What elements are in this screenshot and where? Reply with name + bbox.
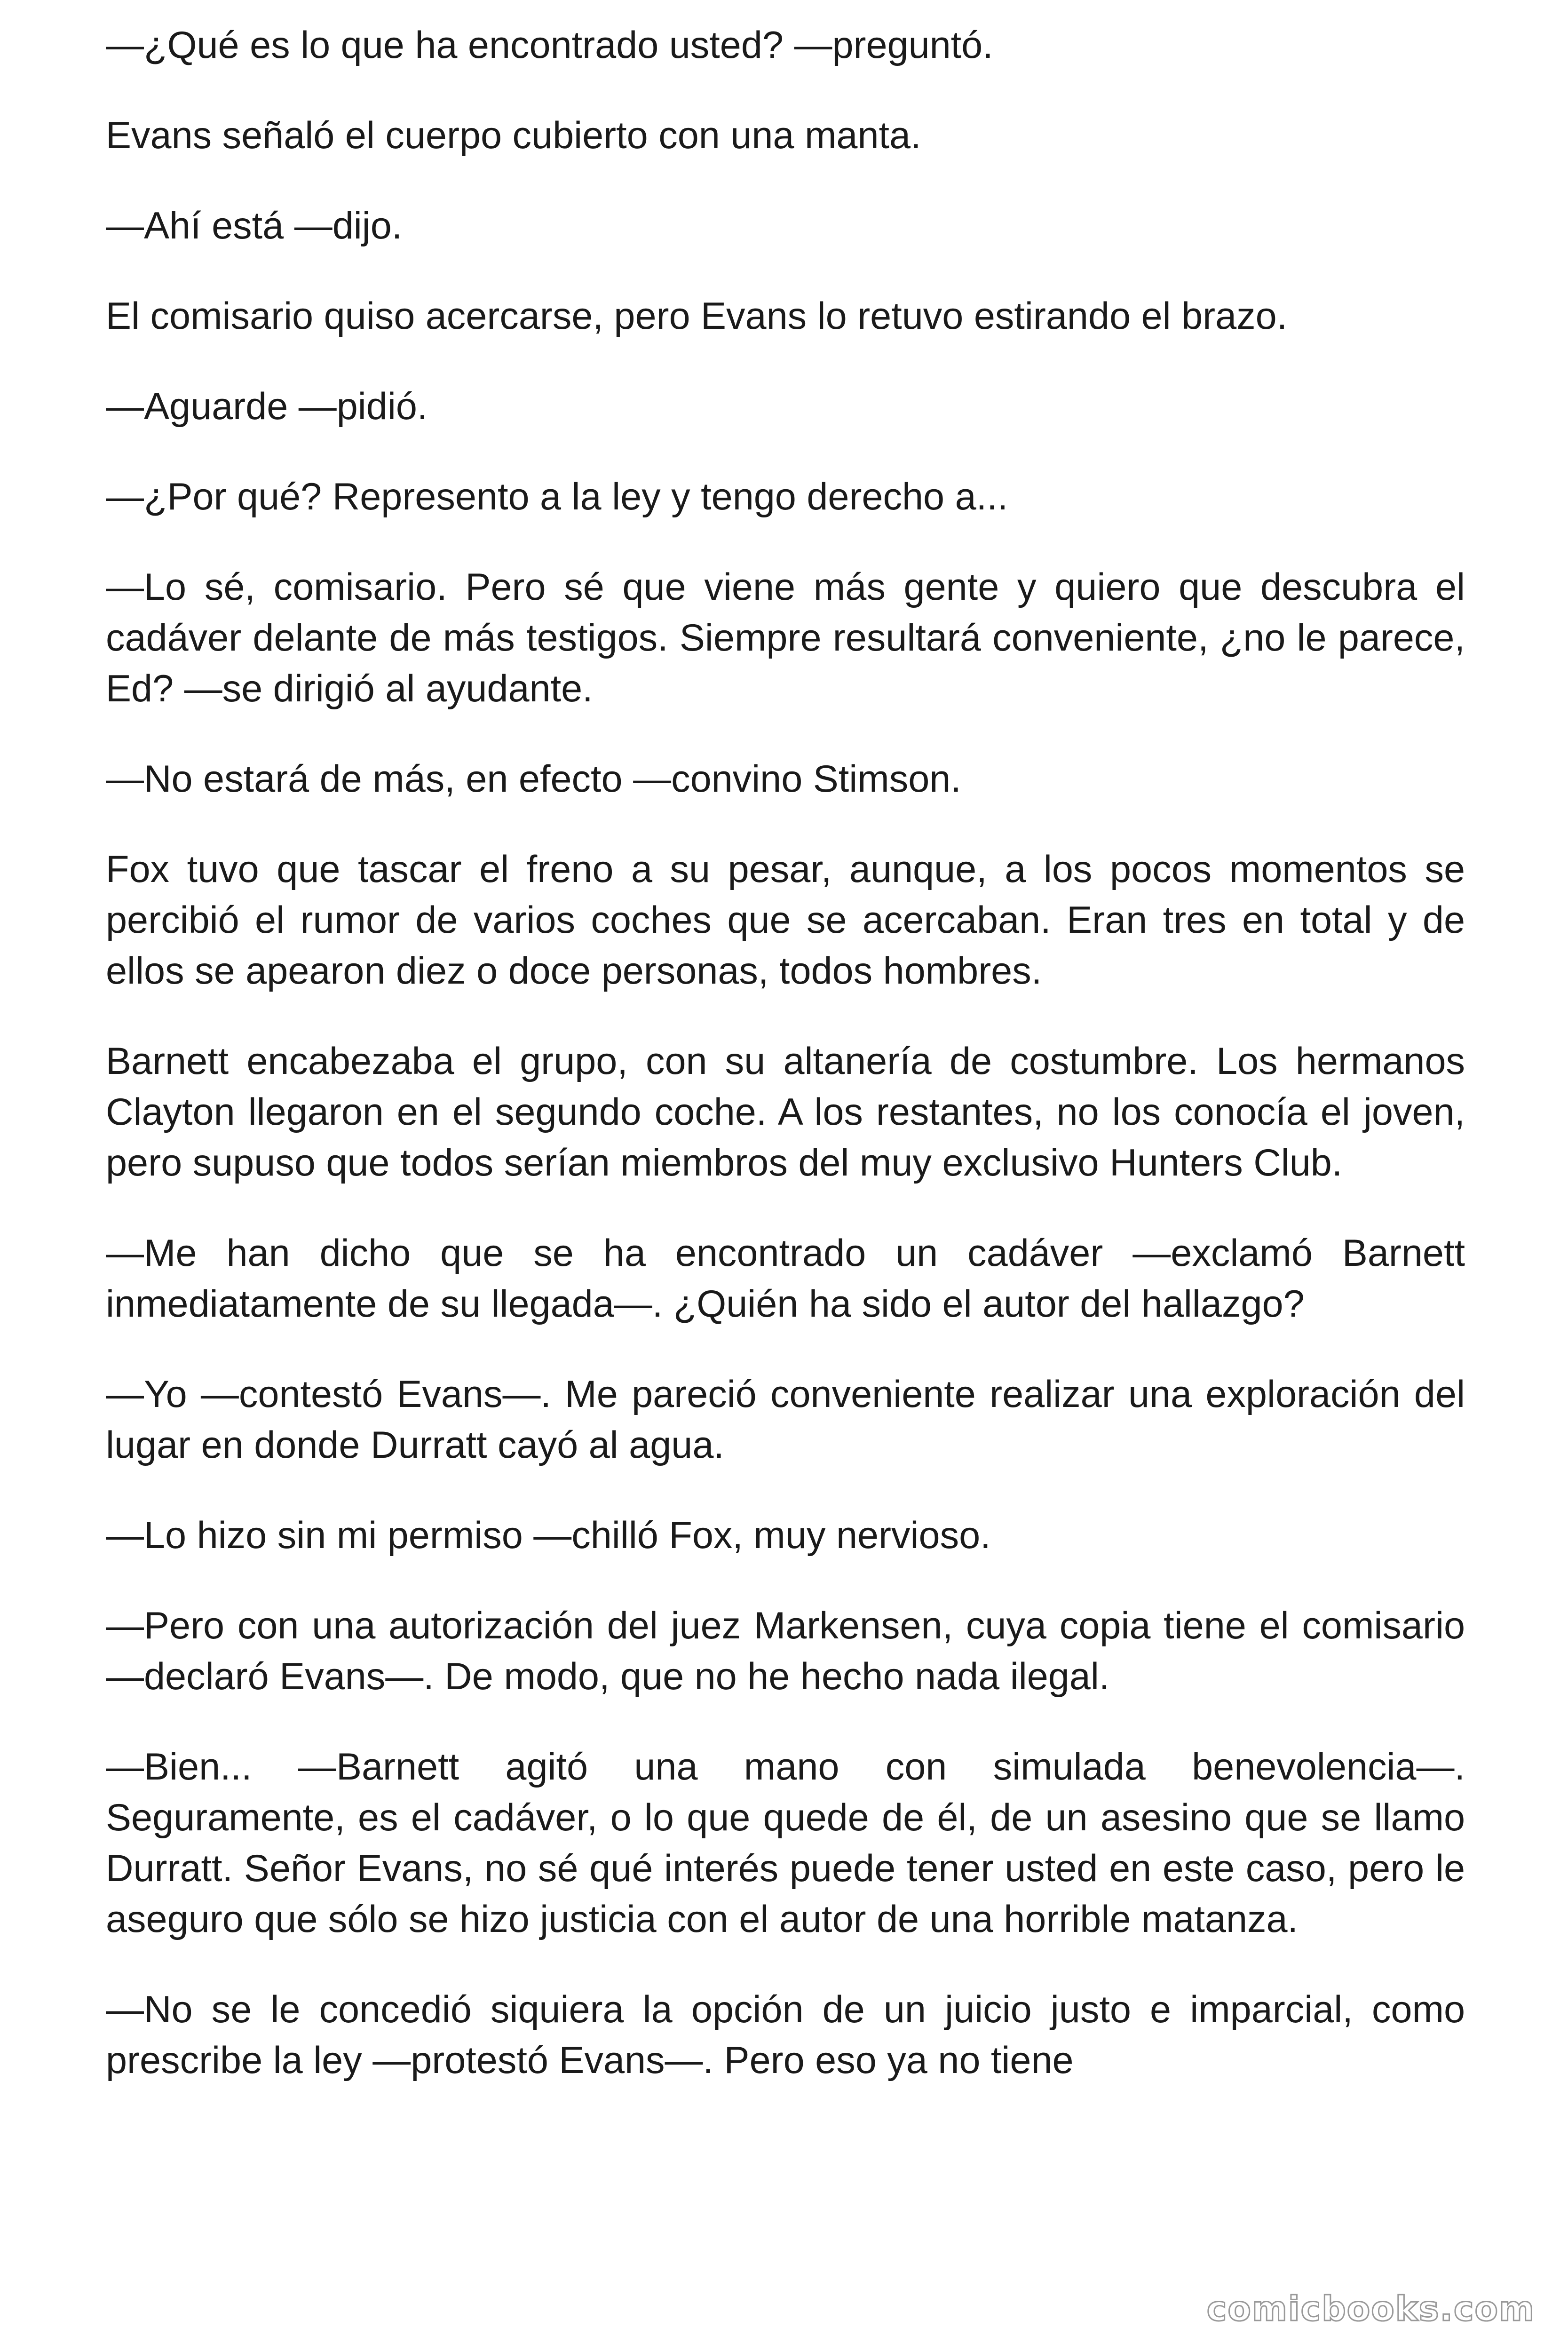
text-column	[106, 20, 1465, 2125]
paragraph: —No estará de más, en efecto —convino Stimson.	[106, 758, 961, 800]
paragraph: —Aguarde —pidió.	[106, 385, 428, 428]
watermark-text: comicbooks.com	[1206, 2289, 1535, 2328]
paragraph: El comisario quiso acercarse, pero Evans lo retuvo estirando el brazo.	[106, 295, 1288, 337]
paragraph: —Ahí está —dijo.	[106, 205, 403, 247]
paragraph: —Lo hizo sin mi permiso —chilló Fox, muy nervioso.	[106, 1514, 991, 1557]
paragraph: —Bien... —Barnett agitó una mano con simulada benevolencia—. Seguramente, es el cadáver, o lo que quede de él, de un asesino que se llamo Durratt. Señor Evans, no sé qué interés puede tener usted en este caso, pero le aseguro que sólo se hizo justicia con el autor de una horrible matanza.	[106, 1746, 1465, 1940]
paragraph: —Pero con una autorización del juez Markensen, cuya copia tiene el comisario —declaró Evans—. De modo, que no he hecho nada ilegal.	[106, 1605, 1465, 1698]
paragraph: —No se le concedió siquiera la opción de un juicio justo e imparcial, como prescribe la ley —protestó Evans—. Pero eso ya no tiene	[106, 1988, 1465, 2082]
paragraph: —Lo sé, comisario. Pero sé que viene más gente y quiero que descubra el cadáver delante de más testigos. Siempre resultará conveniente, ¿no le parece, Ed? —se dirigió al ayudante.	[106, 566, 1465, 710]
paragraph: Fox tuvo que tascar el freno a su pesar, aunque, a los pocos momentos se percibió el rumor de varios coches que se acercaban. Eran tres en total y de ellos se apearon diez o doce personas, todos hombres.	[106, 848, 1465, 992]
paragraph: Barnett encabezaba el grupo, con su altanería de costumbre. Los hermanos Clayton llegaron en el segundo coche. A los restantes, no los conocía el joven, pero supuso que todos serían miembros del muy exclusivo Hunters Club.	[106, 1040, 1465, 1184]
paragraph: —¿Por qué? Represento a la ley y tengo derecho a...	[106, 476, 1008, 518]
paragraph: —¿Qué es lo que ha encontrado usted? —preguntó.	[106, 24, 993, 66]
paragraph: Evans señaló el cuerpo cubierto con una manta.	[106, 114, 921, 157]
paragraph: —Yo —contestó Evans—. Me pareció conveniente realizar una exploración del lugar en donde Durratt cayó al agua.	[106, 1373, 1465, 1466]
paragraph: —Me han dicho que se ha encontrado un cadáver —exclamó Barnett inmediatamente de su llegada—. ¿Quién ha sido el autor del hallazgo?	[106, 1232, 1465, 1325]
